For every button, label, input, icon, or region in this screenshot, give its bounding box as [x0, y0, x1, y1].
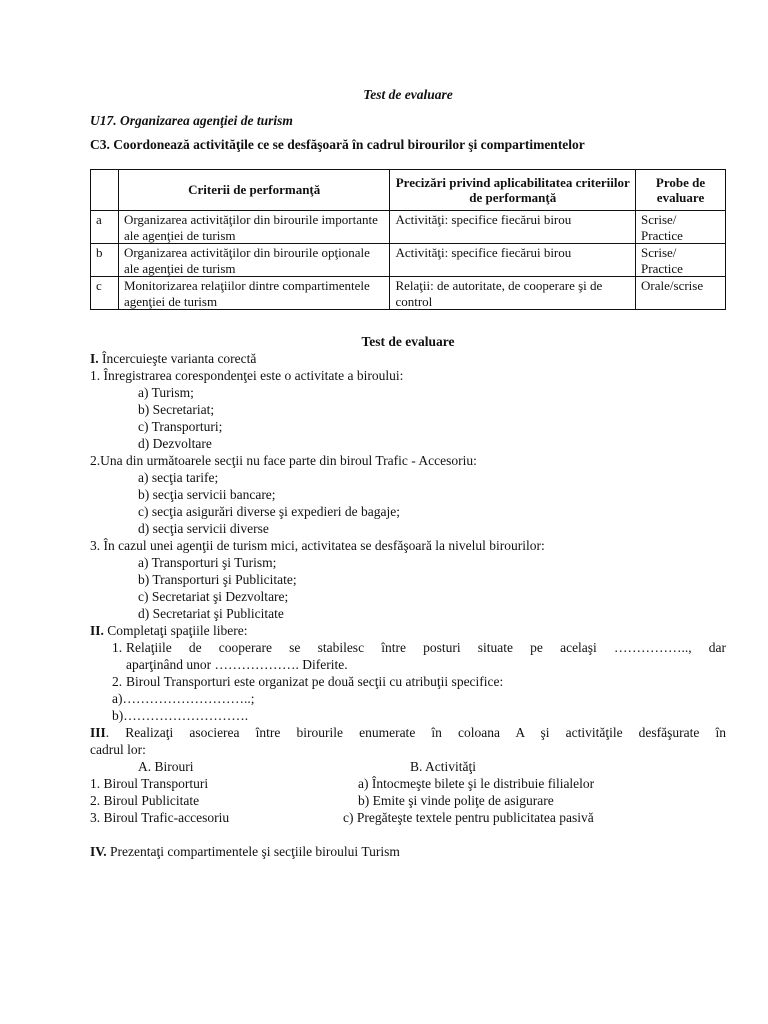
answer-option: c) Secretariat şi Dezvoltare; — [138, 589, 289, 604]
item-text-continued: aparţinând unor ………………. Diferite. — [126, 657, 348, 672]
answer-option: b) Transporturi şi Publicitate; — [138, 572, 297, 587]
table-cell: Monitorizarea relaţiilor dintre compartimentele agenţiei de turism — [118, 277, 390, 310]
spacer — [90, 826, 726, 843]
office-item: 3. Biroul Trafic-accesoriu — [90, 810, 230, 825]
table-header-cell: Probe de evaluare — [636, 170, 726, 211]
table-cell: Scrise/ Practice — [636, 211, 726, 244]
answer-option: b) Secretariat; — [138, 402, 215, 417]
test-title: Test de evaluare — [361, 334, 455, 349]
section-label: I. — [90, 351, 99, 366]
section-instruction-continued: cadrul lor: — [90, 742, 146, 757]
question-text: 1. Înregistrarea corespondenţei este o activitate a biroului: — [90, 368, 404, 383]
page-title: Test de evaluare — [363, 87, 453, 102]
criteria-table — [90, 169, 726, 310]
table-row — [91, 211, 726, 244]
table-header-cell — [91, 170, 119, 211]
column-a-label: A. Birouri — [138, 759, 194, 774]
table-row — [91, 277, 726, 310]
fill-item — [90, 673, 726, 690]
answer-option: b) secţia servicii bancare; — [138, 487, 276, 502]
blank-line: b)………………………. — [112, 708, 249, 723]
answer-option: a) Turism; — [138, 385, 194, 400]
test-body — [90, 350, 726, 860]
item-text: Relaţiile de cooperare se stabilesc între posturi situate pe acelaşi …………….., dar — [126, 640, 726, 655]
question-text: 2.Una din următoarele secţii nu face parte din biroul Trafic - Accesoriu: — [90, 453, 477, 468]
table-cell: Orale/scrise — [636, 277, 726, 310]
competence-heading: C3. Coordonează activităţile ce se desfăşoară în cadrul birourilor şi compartimentelor — [90, 137, 585, 152]
activity-item: a) Întocmeşte bilete şi le distribuie filialelor — [358, 776, 595, 791]
table-header-cell: Criterii de performanţă — [118, 170, 390, 211]
item-number: 2. — [112, 674, 123, 689]
association-row — [90, 809, 726, 826]
section-label: IV. — [90, 844, 107, 859]
table-cell: Organizarea activităţilor din birourile importante ale agenţiei de turism — [118, 211, 390, 244]
section-2-heading — [90, 622, 726, 639]
question-text: 3. În cazul unei agenţii de turism mici, activitatea se desfăşoară la nivelul birourilor: — [90, 538, 545, 553]
answer-option: a) secţia tarife; — [138, 470, 219, 485]
answer-option: d) secţia servicii diverse — [138, 521, 269, 536]
table-cell: Activităţi: specifice fiecărui birou — [390, 211, 636, 244]
blank-line: a)………………………..; — [112, 691, 255, 706]
association-header — [90, 758, 726, 775]
column-b-label: B. Activităţi — [410, 759, 476, 774]
section-instruction: Prezentaţi compartimentele şi secţiile biroului Turism — [106, 844, 400, 859]
answer-option: a) Transporturi şi Turism; — [138, 555, 277, 570]
answer-option: c) secţia asigurări diverse şi expedieri de bagaje; — [138, 504, 401, 519]
association-row — [90, 792, 726, 809]
unit-heading: U17. Organizarea agenţiei de turism — [90, 113, 293, 128]
office-item: 1. Biroul Transporturi — [90, 776, 209, 791]
office-item: 2. Biroul Publicitate — [90, 793, 200, 808]
table-cell: Relaţii: de autoritate, de cooperare şi de control — [390, 277, 636, 310]
association-row — [90, 775, 726, 792]
table-row — [91, 244, 726, 277]
activity-item: b) Emite şi vinde poliţe de asigurare — [358, 793, 554, 808]
section-3-heading — [90, 724, 726, 741]
section-1-heading — [90, 350, 726, 367]
section-instruction: Completaţi spaţiile libere: — [103, 623, 248, 638]
section-4-heading — [90, 843, 726, 860]
answer-option: c) Transporturi; — [138, 419, 223, 434]
fill-item — [90, 639, 726, 656]
table-cell: c — [91, 277, 119, 310]
answer-option: d) Secretariat şi Publicitate — [138, 606, 284, 621]
item-text: Biroul Transporturi este organizat pe două secţii cu atribuţii specifice: — [126, 674, 504, 689]
table-cell: Scrise/ Practice — [636, 244, 726, 277]
section-instruction: . Realizaţi asocierea între birourile enumerate în coloana A şi activităţile desfăşurate în — [105, 725, 726, 740]
section-label: II. — [90, 623, 104, 638]
activity-item: c) Pregăteşte textele pentru publicitatea pasivă — [343, 810, 594, 825]
table-cell: b — [91, 244, 119, 277]
table-header-cell: Precizări privind aplicabilitatea criteriilor de performanţă — [390, 170, 636, 211]
section-instruction: Încercuieşte varianta corectă — [98, 351, 257, 366]
answer-option: d) Dezvoltare — [138, 436, 212, 451]
item-number: 1. — [112, 640, 123, 655]
section-label: III — [90, 725, 106, 740]
table-header-row — [91, 170, 726, 211]
table-cell: Activităţi: specifice fiecărui birou — [390, 244, 636, 277]
table-cell: a — [91, 211, 119, 244]
table-cell: Organizarea activităţilor din birourile opţionale ale agenţiei de turism — [118, 244, 390, 277]
